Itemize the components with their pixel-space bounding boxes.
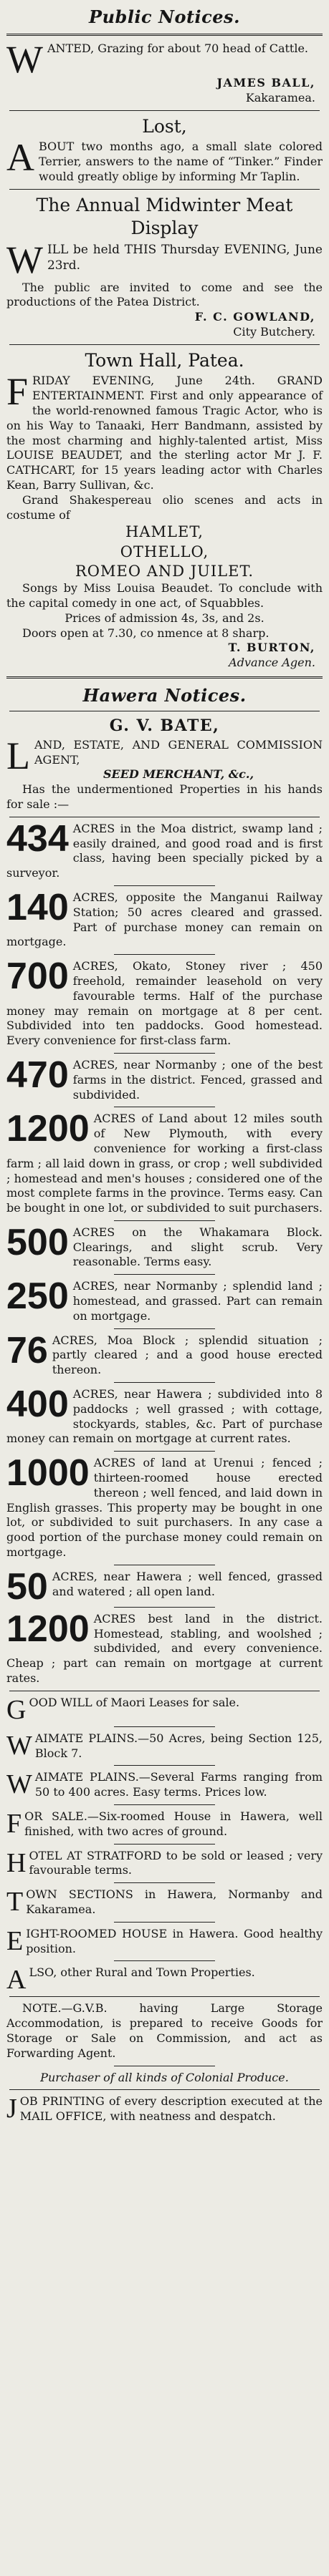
drop-cap: E — [6, 1925, 24, 1956]
listing-item — [6, 1384, 323, 1447]
bate-intro: Has the undermentioned Properties in his hands for sale :— — [6, 782, 323, 811]
meat-display-notice — [6, 194, 323, 340]
listing-item — [6, 1221, 323, 1270]
job-printing-notice — [6, 2094, 323, 2124]
divider — [114, 885, 215, 886]
divider — [9, 189, 320, 190]
listing-item — [6, 1452, 323, 1560]
listing-acreage: 700 — [6, 956, 69, 998]
other-text: LSO, other Rural and Town Properties. — [29, 1965, 255, 1980]
town-hall-text: RIDAY EVENING, June 24th. GRAND ENTERTAINMENT. First and only appearance of the world-renowned famous Tragic Actor, who is on his Way to Tanaaki, Herr Bandmann, assisted by the most charming and highly-talented artist, Miss LOUISE BEAUDET, and the sterling actor Mr J. F. CATHCART, for 15 years leading actor with Charles Kean, Barry Sullivan, &c. — [6, 374, 323, 492]
listing-item — [6, 1054, 323, 1102]
town-hall-grand: Grand Shakespereau olio scenes and acts in costume of — [6, 492, 323, 522]
listing-acreage: 434 — [6, 817, 69, 860]
lost-notice — [6, 115, 323, 185]
drop-cap: W — [6, 38, 43, 82]
wanted-text: ANTED, Grazing for about 70 head of Cattle. — [47, 42, 309, 56]
purchaser-line: Purchaser of all kinds of Colonial Produce. — [40, 2070, 289, 2084]
listing-acreage: 50 — [6, 1565, 48, 1608]
town-hall-title: Town Hall, Patea. — [85, 349, 244, 371]
listing-acreage: 500 — [6, 1221, 69, 1263]
listing-acreage: 140 — [6, 886, 69, 928]
play-hamlet: HAMLET, — [125, 523, 204, 541]
divider — [6, 676, 323, 679]
listing-text: ACRES best land in the district. Homestead, stabling, and woolshed ; subdivided, and every convenience. Cheap ; part can remain on mortgage at current rates. — [6, 1611, 323, 1686]
listing-item — [6, 1275, 323, 1323]
divider — [114, 1607, 215, 1608]
drop-cap: J — [6, 2094, 17, 2124]
hawera-notices-header: Hawera Notices. — [82, 685, 247, 706]
play-romeo: ROMEO AND JUILET. — [75, 562, 254, 580]
listing-acreage: 76 — [6, 1329, 48, 1371]
divider — [114, 1726, 215, 1727]
other-item — [6, 1849, 323, 1879]
listing-item — [6, 1608, 323, 1686]
town-hall-songs: Songs by Miss Louisa Beaudet. To conclude with the capital comedy in one act, of Squabbles. — [6, 581, 323, 611]
public-notices-header: Public Notices. — [89, 6, 240, 27]
town-hall-doors: Doors open at 7.30, co nmence at 8 sharp. — [22, 626, 270, 640]
divider — [114, 1382, 215, 1383]
meat-place: City Butchery. — [233, 325, 315, 339]
listing-text: ACRES of land at Urenui ; fenced ; thirteen-roomed house erected thereon ; well fenced, and laid down in English grasses. This property may be bought in one lot, or subdivided to suit purchasers. In any case a good portion of the purchase money could remain on mortgage. — [6, 1456, 323, 1560]
drop-cap: A — [6, 136, 34, 180]
listing-acreage: 1000 — [6, 1452, 90, 1494]
other-item — [6, 1887, 323, 1918]
bate-line-2: SEED MERCHANT, &c., — [102, 767, 254, 782]
other-item — [6, 1809, 323, 1839]
town-hall-role: Advance Agen. — [229, 656, 315, 670]
listing-text: ACRES, Moa Block ; splendid situation ; partly cleared ; and a good house erected thereon. — [52, 1333, 323, 1377]
divider — [9, 1996, 320, 1997]
listing-text: ACRES, near Hawera ; subdivided into 8 paddocks ; well grassed ; with cottage, stockyards, stables, &c. Part of purchase money can remain on mortgage at current rates. — [6, 1387, 323, 1446]
drop-cap: T — [6, 1887, 24, 1918]
divider — [114, 1804, 215, 1805]
divider — [114, 1922, 215, 1923]
divider — [9, 2089, 320, 2090]
drop-cap: A — [6, 1965, 27, 1996]
drop-cap: W — [6, 1769, 32, 1800]
other-item — [6, 1965, 323, 1996]
drop-cap: W — [6, 238, 43, 281]
divider — [6, 34, 323, 36]
meat-invite: The public are invited to come and see the productions of the Patea District. — [6, 280, 323, 309]
meat-text: ILL be held THIS Thursday EVENING, June 23rd. — [47, 242, 323, 273]
listing-text: ACRES, near Normanby ; splendid land ; homestead, and grassed. Part can remain on mortgage. — [72, 1279, 323, 1323]
listing-item — [6, 886, 323, 950]
bate-notice — [6, 716, 323, 812]
drop-cap: F — [6, 370, 29, 414]
job-text: OB PRINTING of every description executed at the MAIL OFFICE, with neatness and despatch. — [19, 2094, 323, 2124]
town-hall-notice — [6, 349, 323, 671]
other-text: AIMATE PLAINS.—Several Farms ranging from 50 to 400 acres. Easy terms. Prices low. — [34, 1770, 323, 1799]
lost-text: BOUT two months ago, a small slate colored Terrier, answers to the name of “Tinker.” Finder would greatly oblige by informing Mr Taplin. — [39, 140, 323, 183]
storage-note: NOTE.—G.V.B. having Large Storage Accommodation, is prepared to receive Goods for Storage or Sale on Commission, and act as Forwarding Agent. — [6, 2001, 323, 2060]
bate-line-1: AND, ESTATE, AND GENERAL COMMISSION AGENT, — [34, 737, 323, 767]
divider — [9, 344, 320, 345]
divider — [114, 1053, 215, 1054]
wanted-name: JAMES BALL, — [216, 76, 315, 90]
divider — [114, 1328, 215, 1329]
listing-text: ACRES, opposite the Manganui Railway Station; 50 acres cleared and grassed. Part of purchase money can remain on mortgage. — [6, 890, 323, 949]
wanted-notice — [6, 38, 323, 106]
drop-cap: F — [6, 1809, 22, 1839]
drop-cap: G — [6, 1694, 27, 1725]
listing-acreage: 470 — [6, 1054, 69, 1096]
listing-item — [6, 1108, 323, 1216]
other-properties — [6, 1694, 323, 1996]
drop-cap: H — [6, 1847, 27, 1878]
listing-text: ACRES in the Moa district, swamp land ; easily drained, and good road and is first class, having been specially picked by a surveyor. — [6, 821, 323, 880]
divider — [114, 1960, 215, 1961]
other-text: OWN SECTIONS in Hawera, Normanby and Kakaramea. — [26, 1887, 323, 1916]
town-hall-name: T. BURTON, — [228, 641, 315, 655]
listing-acreage: 400 — [6, 1384, 69, 1426]
drop-cap: L — [6, 734, 30, 777]
listing-acreage: 250 — [6, 1275, 69, 1318]
listing-acreage: 1200 — [6, 1608, 90, 1650]
listing-acreage: 1200 — [6, 1108, 90, 1150]
listing-text: ACRES, near Hawera ; well fenced, grassed and watered ; all open land. — [52, 1569, 323, 1598]
listing-text: ACRES of Land about 12 miles south of New Plymouth, with every convenience for working a first-class farm ; all laid down in grass, or crop ; well subdivided ; homestead and men's houses ; considered one of the most complete farms in the province. Terms easy. Can be bought in one lot, or subdivided to suit purchasers. — [6, 1112, 323, 1215]
divider — [114, 1882, 215, 1883]
wanted-place: Kakaramea. — [245, 90, 315, 105]
meat-title: The Annual Midwinter Meat — [36, 194, 293, 215]
other-item — [6, 1731, 323, 1761]
bate-name: G. V. BATE, — [109, 716, 220, 736]
listing-item — [6, 1329, 323, 1378]
listing-item — [6, 817, 323, 881]
divider — [114, 1220, 215, 1221]
listings — [6, 817, 323, 1686]
other-text: OR SALE.—Six-roomed House in Hawera, well finished, with two acres of ground. — [24, 1809, 323, 1838]
play-othello: OTHELLO, — [120, 543, 209, 560]
other-text: AIMATE PLAINS.—50 Acres, being Section 125, Block 7. — [34, 1731, 323, 1760]
divider — [9, 110, 320, 111]
other-text: OTEL AT STRATFORD to be sold or leased ; very favourable terms. — [29, 1848, 323, 1877]
listing-text: ACRES on the Whakamara Block. Clearings, and slight scrub. Very reasonable. Terms easy. — [72, 1225, 323, 1269]
listing-item — [6, 1565, 323, 1608]
divider — [114, 954, 215, 955]
divider — [114, 1451, 215, 1452]
other-item — [6, 1694, 323, 1725]
divider — [114, 1274, 215, 1275]
drop-cap: W — [6, 1730, 32, 1761]
listing-text: ACRES, Okato, Stoney river ; 450 freehold, remainder leasehold on very favourable terms. Half of the purchase money may remain on mortgage at 8 per cent. Subdivided into ten paddocks. Good homestead. Every convenience for first-class farm. — [6, 959, 323, 1048]
other-item — [6, 1770, 323, 1800]
other-text: OOD WILL of Maori Leases for sale. — [29, 1695, 240, 1709]
meat-title-2: Display — [130, 218, 199, 239]
listing-item — [6, 956, 323, 1049]
divider — [114, 1765, 215, 1766]
lost-title: Lost, — [142, 115, 187, 137]
other-item — [6, 1927, 323, 1957]
listing-text: ACRES, near Normanby ; one of the best farms in the district. Fenced, grassed and subdivided. — [72, 1057, 323, 1102]
meat-name: F. C. GOWLAND, — [194, 310, 315, 324]
town-hall-prices: Prices of admission 4s, 3s, and 2s. — [65, 611, 264, 625]
other-text: IGHT-ROOMED HOUSE in Hawera. Good healthy position. — [26, 1926, 323, 1955]
